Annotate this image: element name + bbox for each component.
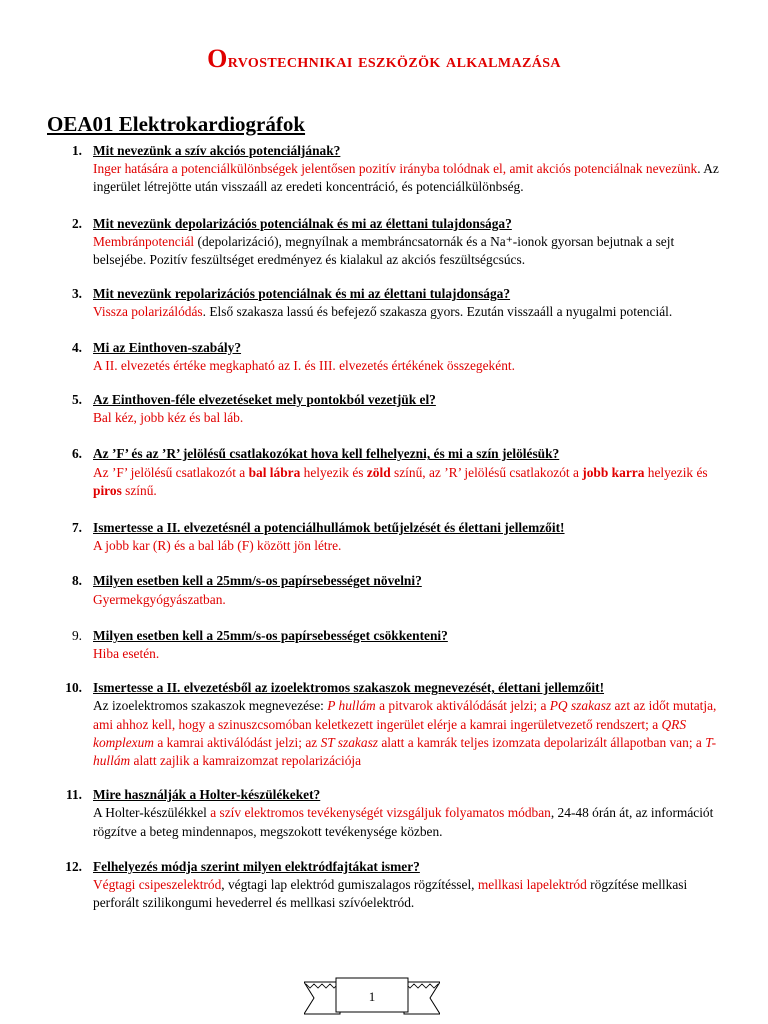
answer-text [93,591,726,609]
answer-segment: A II. elvezetés értéke megkapható az I. és III. elvezetés értékének összegeként. [93,357,515,373]
answer-segment: Inger hatására a potenciálkülönbségek jelentősen pozitív irányba tolódnak el, amit akciós potenciálnak nevezünk [93,161,698,177]
answer-segment: bal lábra [248,464,301,480]
answer-segment: alatt zajlik a kamraizomzat repolarizációja [130,753,362,769]
answer-segment: P hullám [327,698,376,714]
question-item [62,679,726,770]
document-title [0,44,768,74]
answer-text [93,303,726,321]
question-item [62,858,726,913]
answer-segment: . Első szakasza lassú és befejező szakasza gyors. Ezután visszaáll a nyugalmi potenciál. [202,304,673,320]
answer-segment: Gyermekgyógyászatban. [93,591,226,607]
answer-segment: A Holter-készülékkel [93,805,211,821]
answer-text [93,645,726,663]
question-number: 3. [71,286,82,302]
question-number: 8. [71,573,82,589]
question-item [62,285,726,321]
answer-segment: A jobb kar (R) és a bal láb (F) között jön létre. [93,538,342,554]
answer-text [93,537,726,555]
answer-segment: . Az ingerület létrejötte után visszaáll az eredeti koncentráció, és potenciálkülönbség. [93,161,719,195]
answer-segment: (depolarizáció), megnyílnak a membráncsatornák és a Na⁺-ionok gyorsan bejutnak a sejt belsejébe. Pozitív feszültséget eredményez és kialakul az akciós feszültségcsúcs. [93,233,675,268]
question-text: Ismertesse a II. elvezetésből az izoelektromos szakaszok megnevezését, élettani jellemzőit! [93,680,605,696]
question-number: 7. [71,520,82,536]
question-text: Milyen esetben kell a 25mm/s-os papírsebességet növelni? [93,573,422,589]
answer-segment: a pitvarok aktiválódását jelzi; a [375,698,550,714]
section-heading: OEA01 Elektrokardiográfok [47,112,306,136]
question-number: 6. [71,446,82,462]
answer-text [93,804,726,840]
question-number: 12. [65,858,82,874]
question-item [62,339,726,375]
question-text: Az ’F’ és az ’R’ jelölésű csatlakozókat hova kell felhelyezni, és mi a szín jelölésük? [93,446,560,462]
answer-segment: alatt a kamrák teljes izomzata depolarizált állapotban van; a [378,734,706,750]
question-item [62,786,726,841]
answer-segment: PQ szakasz [549,698,612,714]
question-text: Mit nevezünk repolarizációs potenciálnak és mi az élettani tulajdonsága? [93,286,511,302]
page-footer [304,976,440,1020]
answer-segment: helyezik és [644,464,708,480]
question-item [62,519,726,555]
answer-segment: Hiba esetén. [93,646,160,662]
question-text: Mire használják a Holter-készülékeket? [93,787,321,803]
question-text: Mit nevezünk depolarizációs potenciálnak és mi az élettani tulajdonsága? [93,215,512,231]
question-number: 10. [65,680,82,696]
answer-segment: Az izoelektromos szakaszok megnevezése: [93,698,328,714]
question-number: 11. [66,787,82,803]
answer-segment: Az ’F’ jelölésű csatlakozót a [93,464,249,480]
answer-segment: jobb karra [582,464,645,480]
answer-text [93,409,726,427]
question-item [62,572,726,608]
question-item [62,215,726,270]
answer-segment: QRS komplexum [93,716,687,750]
answer-text [93,233,726,269]
question-item [62,627,726,663]
answer-text [93,697,726,770]
title-initial: O [207,44,228,73]
title-rest: rvostechnikai eszközök alkalmazása [227,50,561,72]
answer-segment: ST szakasz [320,734,378,750]
answer-text [93,160,726,196]
question-text: Felhelyezés módja szerint milyen elektródfajtákat ismer? [93,858,420,874]
answer-segment: rögzítése mellkasi perforált szilikongumi hevederrel és mellkasi szívóelektród. [93,877,688,911]
question-item [62,142,726,197]
answer-text [93,464,726,500]
answer-segment: mellkasi lapelektród [477,877,587,893]
answer-text [93,876,726,912]
question-number: 4. [71,339,82,355]
answer-segment: Vissza polarizálódás [93,304,203,320]
question-item [62,391,726,427]
question-list [62,142,726,913]
answer-segment: Végtagi csipeszelektród [93,877,222,893]
question-text: Milyen esetben kell a 25mm/s-os papírsebességet csökkenteni? [93,627,448,643]
question-text: Az Einthoven-féle elvezetéseket mely pontokból vezetjük el? [93,392,436,408]
question-number: 1. [71,143,82,158]
answer-segment: Membránpotenciál [93,233,195,249]
question-number: 5. [71,392,82,408]
answer-segment: színű. [121,482,157,498]
question-item [62,445,726,500]
answer-segment: , végtagi lap elektród gumiszalagos rögzítéssel, [221,877,478,893]
answer-segment: piros [93,482,122,498]
question-number: 2. [71,215,82,231]
question-text: Ismertesse a II. elvezetésnél a potenciálhullámok betűjelzését és élettani jellemzőit! [93,520,565,536]
answer-segment: a kamrai aktiválódást jelzi; az [153,734,321,750]
question-text: Mi az Einthoven-szabály? [93,339,242,355]
page-number: 1 [368,989,376,1004]
answer-segment: zöld [366,464,391,480]
answer-segment: T-hullám [93,734,717,769]
question-number: 9. [71,627,82,643]
answer-segment: a szív elektromos tevékenységét vizsgáljuk folyamatos módban [210,805,551,821]
answer-segment: , 24-48 órán át, az információt rögzítve a beteg mindennapos, megszokott tevékenysége közben. [93,805,714,839]
answer-segment: helyezik és [300,464,367,480]
answer-segment: színű, az ’R’ jelölésű csatlakozót a [390,464,583,480]
answer-text [93,357,726,375]
answer-segment: azt az időt mutatja, ami ahhoz kell, hogy a szinuszcsomóban keletkezett ingerület elérje a kamrai ingerületvezető rendszert; a [93,698,717,732]
answer-segment: Bal kéz, jobb kéz és bal láb. [93,410,244,426]
question-text: Mit nevezünk a szív akciós potenciáljának? [93,143,341,158]
